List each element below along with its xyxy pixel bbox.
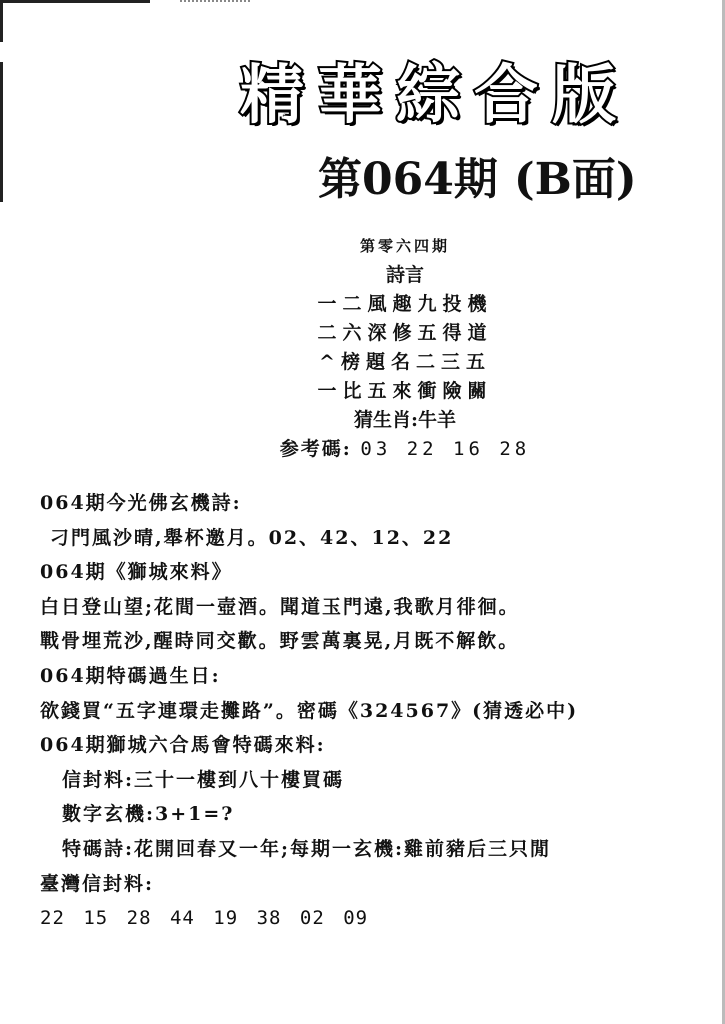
section-line: 數字玄機:3+1=? [62,803,235,826]
scan-edge-top [0,0,150,3]
section-line: 刁門風沙晴,舉杯邀月。02、42、12、22 [50,526,454,549]
section-line: 戰骨埋荒沙,醒時同交歡。野雲萬裏晃,月既不解飲。 [40,630,520,653]
issue-number: 第064期 [318,154,498,205]
section-line: 白日登山望;花間一壺酒。聞道玉門遠,我歌月徘徊。 [40,595,520,618]
section-title: 064期特碼過生日: [40,664,221,687]
poem-title: 詩言 [385,264,424,286]
poem-block [240,232,570,464]
section-line: 信封料:三十一樓到八十樓買碼 [62,768,345,791]
body-block [40,486,710,936]
poem-line: 一二風趣九投機 [317,293,493,315]
main-title: 精華綜合版 [240,59,630,133]
poem-line: 二六深修五得道 [317,322,493,344]
section-line: 特碼詩:花開回春又一年;每期一玄機:雞前豬后三只閒 [62,837,552,860]
issue-side: (B面) [513,154,637,205]
section-numbers: 22 15 28 44 19 38 02 09 [40,907,369,930]
section-line: 欲錢買“五字連環走攤路”。密碼《324567》(猜透必中) [40,699,579,722]
poem-line: ^榜題名二三五 [319,351,491,373]
section-title: 臺灣信封料: [40,872,155,895]
scan-edge-left-lower [0,62,3,202]
section-title: 064期《獅城來料》 [40,561,233,584]
section-title: 064期獅城六合馬會特碼來料: [40,734,326,757]
poem-line: 一比五來衝險關 [317,380,493,402]
poem-issue-cn: 第零六四期 [359,237,450,255]
issue-title [318,150,637,210]
reference-numbers: 03 22 16 28 [360,438,531,460]
reference-label: 参考碼: [279,438,352,460]
poem-zodiac: 猜生肖:牛羊 [353,409,456,431]
scan-edge-dots [180,0,250,4]
scan-edge-left [0,0,3,42]
section-title: 064期今光佛玄機詩: [40,492,242,514]
reference-line [240,435,570,464]
